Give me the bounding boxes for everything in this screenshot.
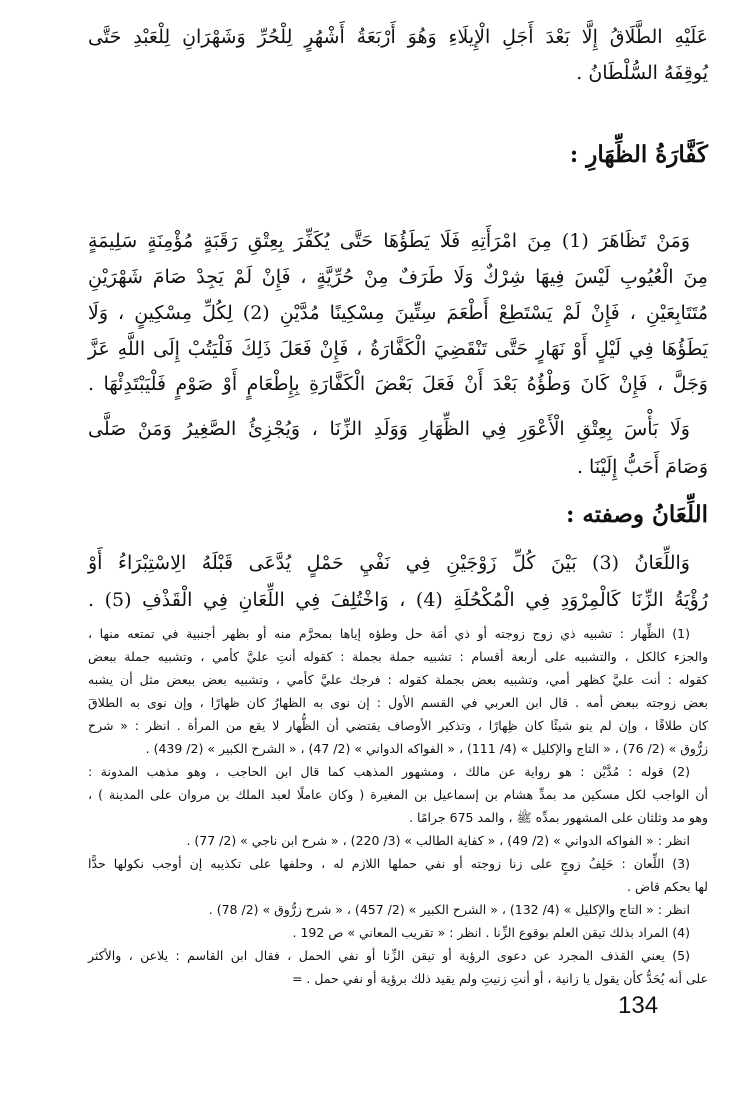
footnote-line: وهو مد وثلثان على المشهور بمدِّه ﷺ ، والمد 675 جرامًا . [409,810,708,825]
text-line: وَجَلَّ ، فَإِنْ كَانَ وَطْؤُهُ بَعْدَ أَنْ فَعَلَ بَعْضَ الْكَفَّارَةِ بِإِطْعَامٍ أَوْ صَوْمٍ فَلْيَبْتَدِئْهَا . [88,373,708,395]
footnote-line: والجزء كالكل ، والتشبيه على أربعة أقسام : تشبيه جملة بجملة : كقوله أنتِ عليَّ كأمي ، وتشبيه جملة ببعض [88,649,708,664]
footnote-line: أن الواجب لكل مسكين مد بمدِّ هشام بن إسماعيل بن المغيرة ( وكان عاملًا لعبد الملك بن مروان على المدينة ) ، [88,787,708,802]
page-number: 134 [618,992,659,1019]
footnote-line: (5) يعني القذف المجرد عن دعوى الرؤية أو تيقن الزِّنا أو نفي الحمل ، فقال ابن القاسم : يلاعن ، والأكثر [88,948,690,963]
footnote-line: على أنه يُحَدُّ كأن يقول يا زانية ، أو أنتِ زنيتِ ولم يقيد ذلك برؤية أو نفي حمل . = [291,971,708,986]
footnote-line: بعض زوجته ببعض أمه . قال ابن العربي في القسم الأول : إن نوى به الظهارُ كان ظهارًا ، وإن نوى به الطلاقَ [88,695,708,710]
section-heading-zihar: كَفَّارَةُ الظِّهَارِ : [569,141,708,168]
text-line: وَاللِّعَانُ (3) بَيْنَ كُلِّ زَوْجَيْنِ فِي نَفْيِ حَمْلٍ يُدَّعَى قَبْلَهُ الِاسْتِبْرَاءُ أَوْ [88,552,690,574]
text-line: رُؤْيَةُ الزِّنَا كَالْمِرْوَدِ فِي الْمُكْحُلَةِ (4) ، وَاخْتُلِفَ فِي اللِّعَانِ فِي الْقَذْفِ (5) . [88,589,709,611]
section-heading-lian: اللِّعَانُ وصفته : [565,501,708,528]
text-line: مُتَتَابِعَيْنِ ، فَإِنْ لَمْ يَسْتَطِعْ أَطْعَمَ سِتِّينَ مِسْكِينًا مُدَّيْنِ (2) لِكُلِّ مِسْكِينٍ ، وَلَا [88,302,708,324]
footnote-line: انظر : « التاج والإكليل » (4/ 132) ، « الشرح الكبير » (2/ 457) ، « شرح زرُّوق » (2/ 78) . [208,902,690,917]
footnote-line: (4) المراد بذلك تيقن العلم بوقوع الزِّنا . انظر : « تقريب المعاني » ص 192 . [292,925,690,940]
footnote-line: لها بحكم قاض . [627,879,708,894]
footnote-line: (2) قوله : مُدَّيْن : هو رواية عن مالك ، ومشهور المذهب كما قال ابن الحاجب ، وهو مذهب المدونة : [88,764,690,779]
footnote-line: (1) الظِّهار : تشبيه ذي زوج زوجته أو ذي أمَة حل وطؤه إياها بمحرَّم منه أو بظهر أجنبية في تمتعه منها ، [88,626,690,641]
text-line: وَلَا بَأْسَ بِعِتْقِ الْأَعْوَرِ فِي الظِّهَارِ وَوَلَدِ الزِّنَا ، وَيُجْزِئُ الصَّغِيرُ وَمَنْ صَلَّى [88,418,690,440]
text-line: عَلَيْهِ الطَّلَاقُ إِلَّا بَعْدَ أَجَلِ الْإِيلَاءِ وَهُوَ أَرْبَعَةُ أَشْهُرٍ لِلْحُرِّ وَشَهْرَانِ لِلْعَبْدِ حَتَّى [88,26,708,48]
footnote-line: كقوله : أنت عليَّ كظهر أمي، وتشبيه بعض بجملة كقوله : فرجك عليَّ كأمي ، وتشبيه بعض ببعض مثل أن يشبه [88,672,708,687]
footnote-line: كان طلاقًا ، وإن لم ينو شيئًا كان ظِهارًا ، وتذكير الأوصاف يقتضي أن الظُّهار لا يقع من المرأة . انظر : « شرح [88,718,708,733]
footnote-line: انظر : « الفواكه الدواني » (2/ 49) ، « كفاية الطالب » (3/ 220) ، « شرح ابن ناجي » (2/ 77) . [186,833,690,848]
footnote-line: (3) اللِّعان : حَلِفُ زوجٍ على زنا زوجته أو نفي حملها اللازم له ، وحلفها على تكذيبه إن أوجب نكولها حدًّا [88,856,690,871]
text-line: وَصَامَ أَحَبُّ إِلَيْنَا . [576,456,708,478]
text-line: مِنَ الْعُيُوبِ لَيْسَ فِيهَا شِرْكٌ وَلَا طَرَفٌ مِنْ حُرِّيَّةٍ ، فَإِنْ لَمْ يَجِدْ صَامَ شَهْرَيْنِ [88,266,708,288]
text-line: يُوقِفَهُ السُّلْطَانُ . [576,62,708,84]
text-line: وَمَنْ تَظَاهَرَ (1) مِنَ امْرَأَتِهِ فَلَا يَطَؤُهَا حَتَّى يُكَفِّرَ بِعِتْقِ رَقَبَةٍ مُؤْمِنَةٍ سَلِيمَةٍ [88,230,690,252]
text-line: يَطَؤُهَا فِي لَيْلٍ أَوْ نَهَارٍ حَتَّى تَنْقَضِيَ الْكَفَّارَةُ ، فَإِنْ فَعَلَ ذَلِكَ فَلْيَتُبْ إِلَى اللَّهِ عَزَّ [88,338,708,360]
footnote-line: زرُّوق » (2/ 76) ، « التاج والإكليل » (4/ 111) ، « الفواكه الدواني » (2/ 47) ، « الشرح الكبير » (2/ 439) . [145,741,708,756]
